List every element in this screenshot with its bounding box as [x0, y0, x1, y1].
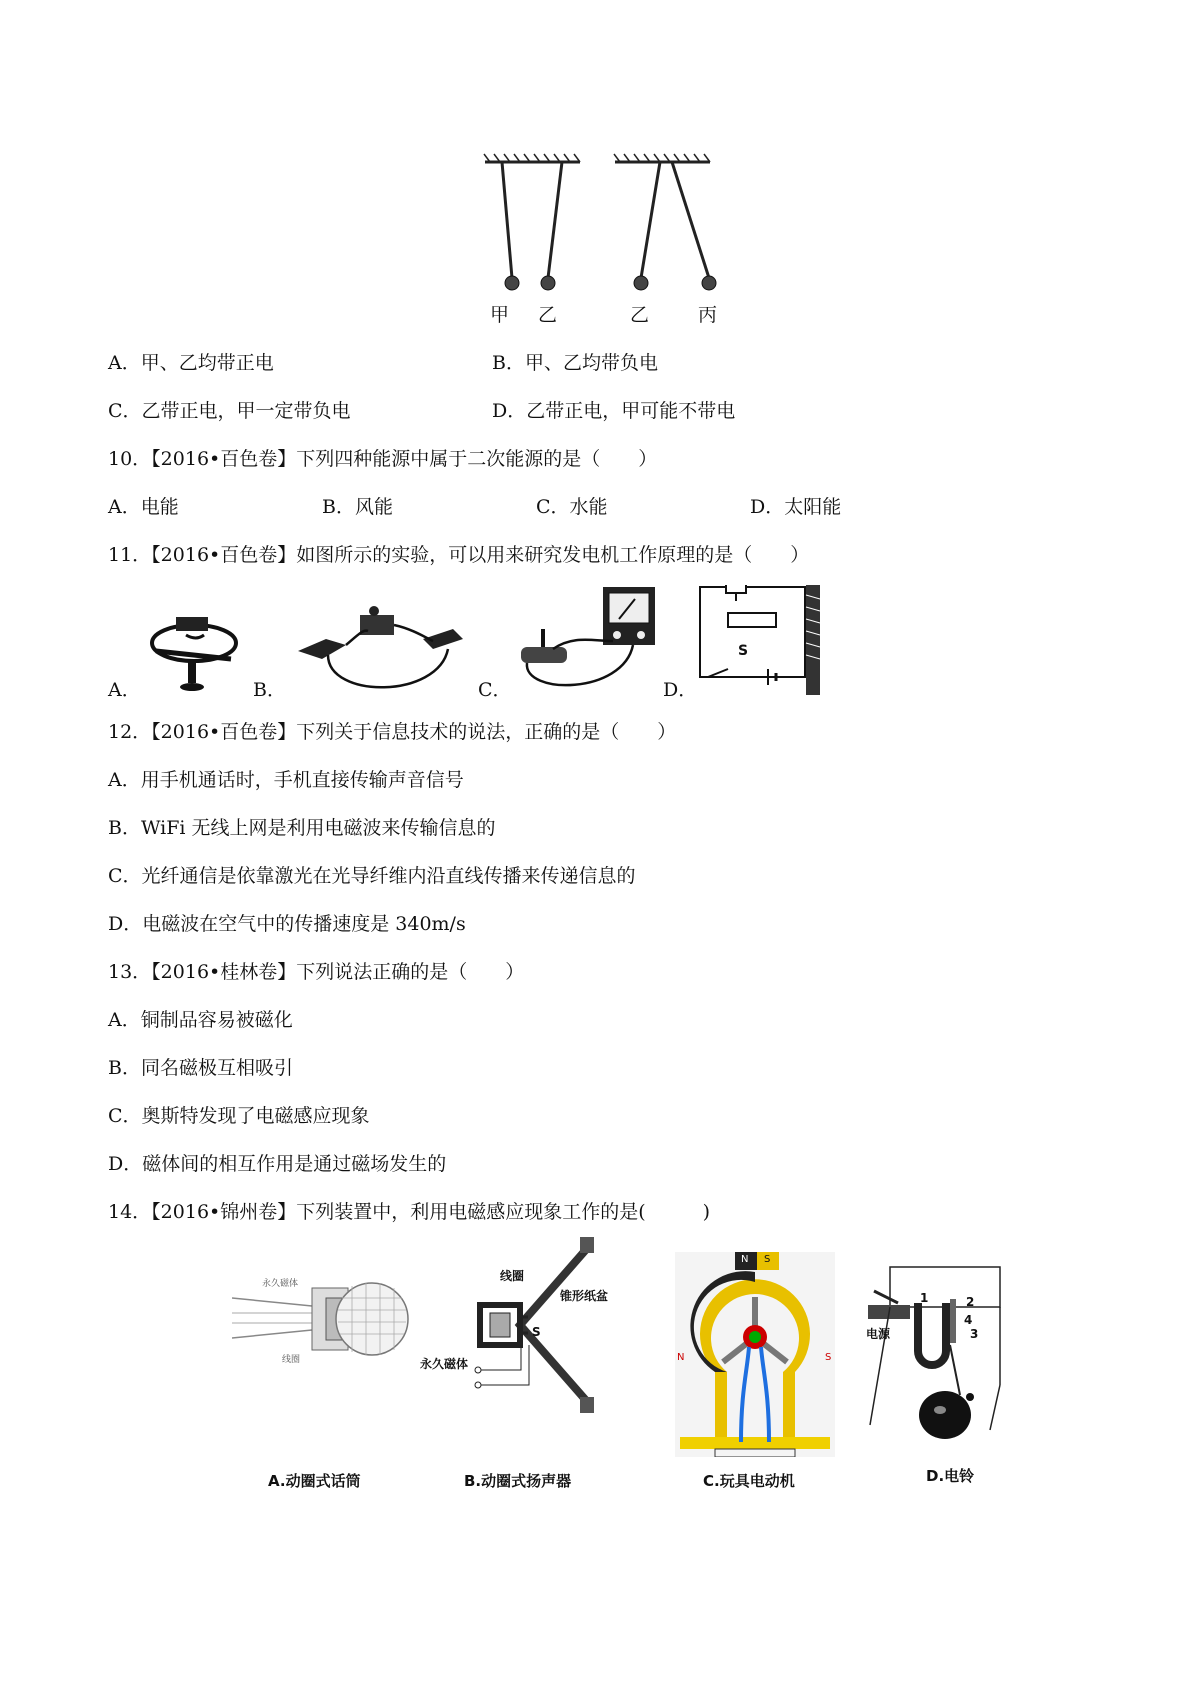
q13-option-a[interactable]: A．铜制品容易被磁化: [108, 1009, 293, 1031]
q9-option-d[interactable]: D．乙带正电，甲可能不带电: [492, 400, 736, 422]
q10-option-b[interactable]: B．风能: [322, 496, 393, 518]
mic-label-coil: 线圈: [282, 1355, 301, 1365]
q10-option-a[interactable]: A．电能: [108, 496, 179, 518]
q11-figure-d-circuit-with-switch: [698, 585, 828, 697]
q13-option-c[interactable]: C．奥斯特发现了电磁感应现象: [108, 1105, 370, 1127]
microphone-diagram: [232, 1268, 412, 1378]
q12-option-b[interactable]: B．WiFi 无线上网是利用电磁波来传输信息的: [108, 817, 496, 839]
toy-motor-diagram: [675, 1252, 835, 1457]
q11-label-b[interactable]: B．: [253, 679, 286, 701]
q14-caption-d: D.电铃: [926, 1467, 975, 1485]
q10-stem: 10．【2016•百色卷】下列四种能源中属于二次能源的是（ ）: [108, 448, 658, 470]
q12-stem: 12．【2016•百色卷】下列关于信息技术的说法，正确的是（ ）: [108, 721, 677, 743]
q9-option-c[interactable]: C．乙带正电，甲一定带负电: [108, 400, 351, 422]
q14-figure-b[interactable]: [420, 1235, 620, 1435]
q9-option-a[interactable]: A．甲、乙均带正电: [108, 352, 274, 374]
q11-figure-b-circuit: [288, 599, 468, 699]
motor-label-s-top: S: [764, 1254, 771, 1265]
label-yi-right: 乙: [630, 304, 650, 326]
q14-caption-c: C.玩具电动机: [703, 1472, 795, 1490]
bell-label-1: 1: [920, 1291, 929, 1305]
speaker-label-magnet: 永久磁体: [420, 1357, 469, 1371]
bell-label-4: 4: [964, 1313, 973, 1327]
q11-figure-c-galvanometer-circuit: [513, 585, 663, 695]
q13-stem: 13．【2016•桂林卷】下列说法正确的是（ ）: [108, 961, 525, 983]
q11-figures: [108, 585, 838, 700]
q11-stem: 11．【2016•百色卷】如图所示的实验，可以用来研究发电机工作原理的是（ ）: [108, 544, 810, 566]
q14-figure-a[interactable]: [232, 1268, 412, 1408]
motor-label-n-side: N: [677, 1352, 685, 1363]
mic-label-magnet: 永久磁体: [262, 1279, 299, 1289]
q14-figure-c[interactable]: [675, 1252, 835, 1457]
q14-caption-b: B.动圈式扬声器: [464, 1472, 572, 1490]
q14-stem: 14．【2016•锦州卷】下列装置中，利用电磁感应现象工作的是( ): [108, 1201, 711, 1223]
bell-label-2: 2: [966, 1295, 975, 1309]
q11-label-c[interactable]: C．: [478, 679, 512, 701]
bell-label-power: 电源: [866, 1327, 891, 1341]
pendulum-figure: [480, 150, 720, 330]
bell-label-3: 3: [970, 1327, 979, 1341]
speaker-label-s: S: [532, 1325, 541, 1339]
q14-caption-a: A.动圈式话筒: [268, 1472, 361, 1490]
q12-option-d[interactable]: D．电磁波在空气中的传播速度是 340m/s: [108, 913, 466, 935]
speaker-label-coil: 线圈: [500, 1269, 525, 1283]
pendulum-diagram: [480, 150, 720, 330]
speaker-label-cone: 锥形纸盆: [560, 1289, 609, 1303]
q11-figure-a-coil-on-stand: [146, 605, 246, 695]
q12-option-c[interactable]: C．光纤通信是依靠激光在光导纤维内沿直线传播来传递信息的: [108, 865, 636, 887]
q12-option-a[interactable]: A．用手机通话时，手机直接传输声音信号: [108, 769, 464, 791]
q14-figure-d[interactable]: [860, 1265, 1010, 1445]
q11-switch-label: S: [738, 643, 749, 659]
speaker-diagram: [420, 1235, 620, 1435]
q10-option-d[interactable]: D．太阳能: [750, 496, 842, 518]
motor-label-s-side: S: [825, 1352, 832, 1363]
q9-option-b[interactable]: B．甲、乙均带负电: [492, 352, 658, 374]
electric-bell-diagram: [860, 1265, 1010, 1445]
q13-option-b[interactable]: B．同名磁极互相吸引: [108, 1057, 293, 1079]
q13-option-d[interactable]: D．磁体间的相互作用是通过磁场发生的: [108, 1153, 447, 1175]
q10-option-c[interactable]: C．水能: [536, 496, 608, 518]
motor-label-n-top: N: [741, 1254, 749, 1265]
q11-label-d[interactable]: D．: [663, 679, 698, 701]
label-bing: 丙: [698, 304, 718, 326]
q11-label-a[interactable]: A．: [108, 679, 141, 701]
label-jia: 甲: [490, 304, 510, 326]
label-yi-left: 乙: [538, 304, 558, 326]
